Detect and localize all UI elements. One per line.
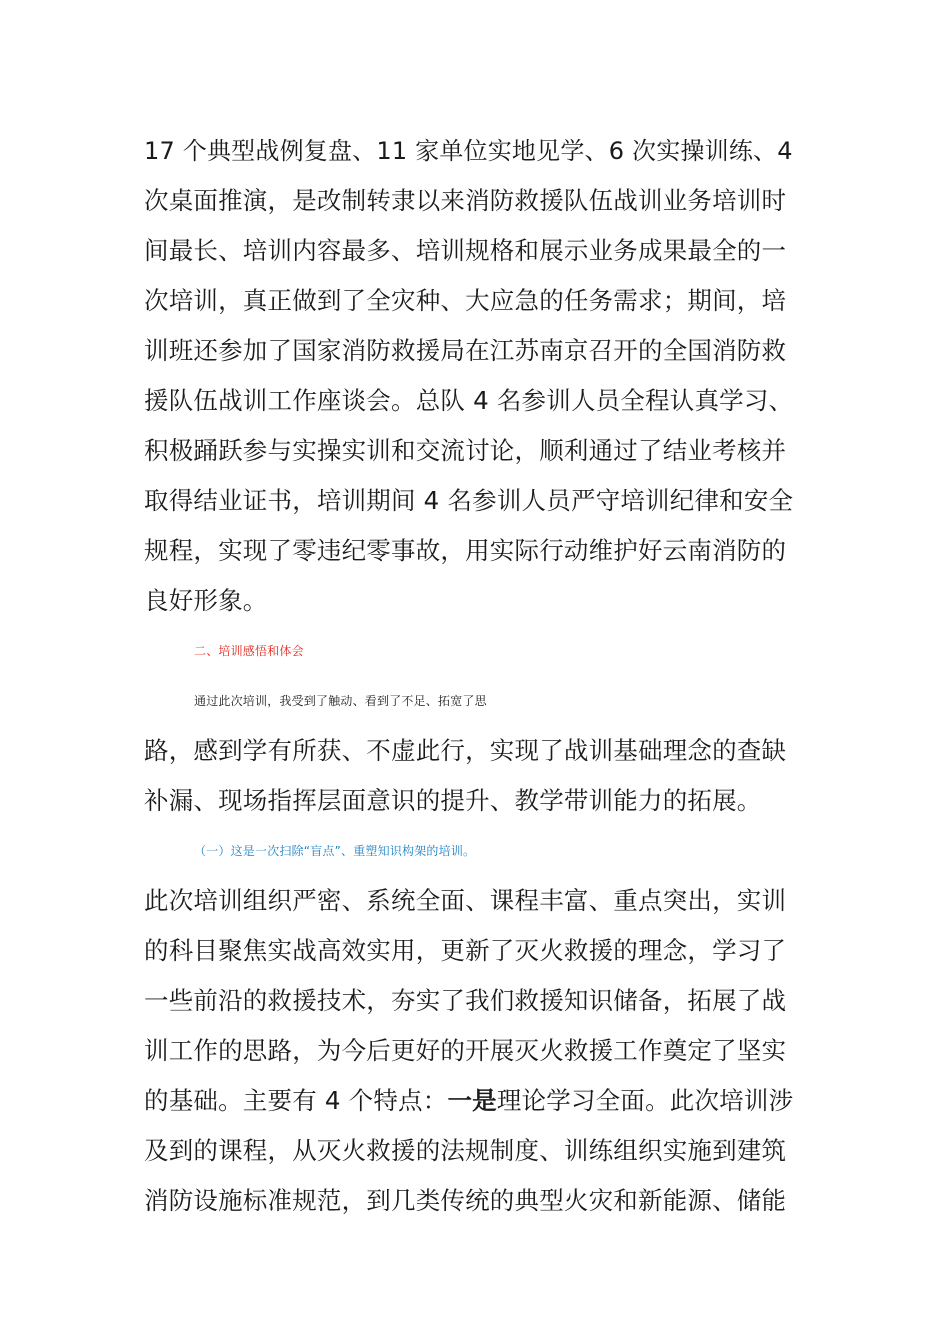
body-text-line: 良好形象。 — [144, 586, 268, 615]
body-text-line: 17 个典型战例复盘、11 家单位实地见学、6 次实操训练、4 — [144, 137, 793, 165]
section-heading: 二、培训感悟和体会 — [194, 644, 304, 658]
body-text-line: 训班还参加了国家消防救援局在江苏南京召开的全国消防救 — [144, 336, 787, 365]
features-bold-marker: 一是 — [447, 1086, 497, 1115]
body-text-line: 次桌面推演，是改制转隶以来消防救援队伍战训业务培训时 — [144, 186, 787, 215]
body-text-line: 补漏、现场指挥层面意识的提升、教学带训能力的拓展。 — [144, 786, 762, 815]
features-prefix: 的基础。主要有 4 个特点： — [144, 1086, 448, 1115]
body-text-line: 积极踊跃参与实操实训和交流讨论，顺利通过了结业考核并 — [144, 436, 787, 465]
subsection-heading: （一）这是一次扫除“盲点”、重塑知识构架的培训。 — [194, 844, 476, 858]
body-text-line: 次培训，真正做到了全灾种、大应急的任务需求；期间，培 — [144, 286, 787, 315]
body-text-line: 援队伍战训工作座谈会。总队 4 名参训人员全程认真学习、 — [144, 386, 794, 415]
body-text-line: 此次培训组织严密、系统全面、课程丰富、重点突出，实训 — [144, 886, 787, 915]
features-suffix: 理论学习全面。此次培训涉 — [496, 1086, 794, 1115]
body-text-line: 及到的课程，从灭火救援的法规制度、训练组织实施到建筑 — [144, 1136, 787, 1165]
body-text-line: 消防设施标准规范，到几类传统的典型火灾和新能源、储能 — [144, 1186, 787, 1215]
body-text-line: 间最长、培训内容最多、培训规格和展示业务成果最全的一 — [144, 236, 787, 265]
body-text-line: 取得结业证书，培训期间 4 名参训人员严守培训纪律和安全 — [144, 486, 794, 515]
body-text-line: 通过此次培训，我受到了触动、看到了不足、拓宽了思 — [194, 694, 487, 708]
body-text-line: 的科目聚焦实战高效实用，更新了灭火救援的理念，学习了 — [144, 936, 787, 965]
body-text-line: 路，感到学有所获、不虚此行，实现了战训基础理念的查缺 — [144, 736, 787, 765]
features-line — [144, 1076, 804, 1126]
body-text-line: 一些前沿的救援技术，夯实了我们救援知识储备，拓展了战 — [144, 986, 787, 1015]
body-text-line: 训工作的思路，为今后更好的开展灭火救援工作奠定了坚实 — [144, 1036, 787, 1065]
body-text-line: 规程，实现了零违纪零事故，用实际行动维护好云南消防的 — [144, 536, 787, 565]
